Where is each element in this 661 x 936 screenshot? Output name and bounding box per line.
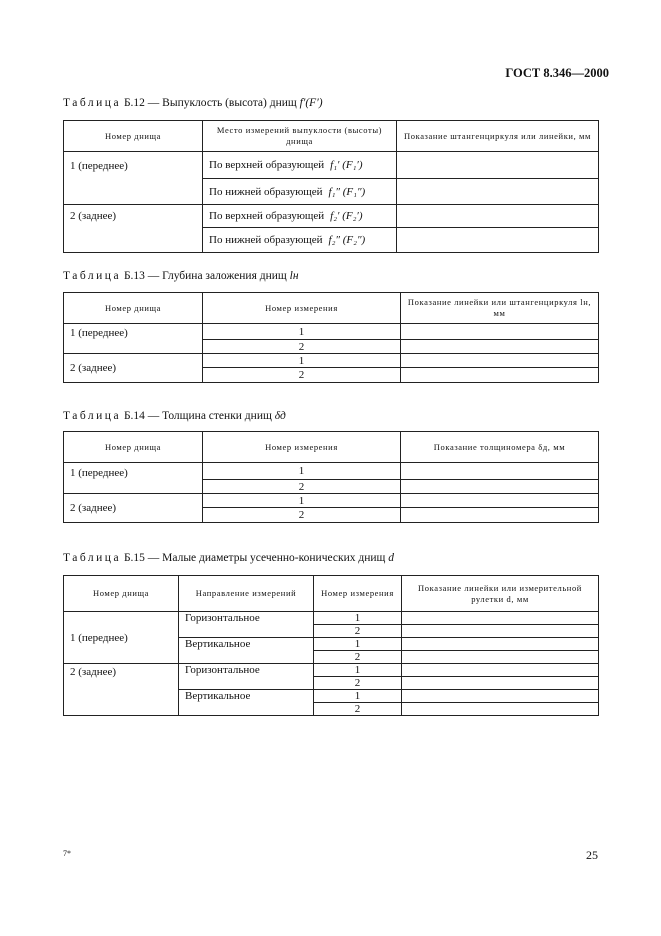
direction-label: Горизонтальное	[179, 664, 314, 690]
table-header-row	[64, 293, 599, 324]
table-b15-caption: Таблица Б.15 — Малые диаметры усеченно-конических днищ d	[63, 552, 394, 564]
page-number: 25	[586, 848, 598, 862]
table-row	[64, 494, 599, 508]
value-cell[interactable]	[397, 228, 599, 253]
document-id: ГОСТ 8.346—2000	[505, 66, 609, 80]
table-b14	[63, 431, 599, 523]
table-header-row	[64, 576, 599, 612]
place-cell: По верхней образующей f₁′ (F₁′)	[203, 152, 397, 179]
measure-number: 2	[314, 677, 402, 690]
col-header: Номер измерения	[314, 576, 402, 612]
table-b13-caption: Таблица Б.13 — Глубина заложения днищ lн	[63, 270, 299, 282]
value-cell[interactable]	[401, 340, 599, 354]
measure-number: 2	[314, 625, 402, 638]
col-header: Место измерений выпуклости (высоты) днища	[203, 121, 397, 152]
col-header: Номер измерения	[203, 432, 401, 463]
table-row	[64, 324, 599, 340]
value-cell[interactable]	[401, 480, 599, 494]
row-label: 1 (переднее)	[64, 324, 203, 354]
table-row	[64, 152, 599, 179]
table-b13	[63, 292, 599, 383]
measure-number: 1	[314, 664, 402, 677]
value-cell[interactable]	[401, 463, 599, 480]
direction-label: Вертикальное	[179, 638, 314, 664]
table-row	[64, 354, 599, 368]
place-cell: По верхней образующей f₂′ (F₂′)	[203, 205, 397, 228]
table-header-row	[64, 432, 599, 463]
table-row	[64, 463, 599, 480]
measure-number: 1	[203, 354, 401, 368]
col-header: Показание толщиномера δд, мм	[401, 432, 599, 463]
value-cell[interactable]	[402, 612, 599, 625]
col-header: Показание штангенциркуля или линейки, мм	[397, 121, 599, 152]
value-cell[interactable]	[397, 152, 599, 179]
measure-number: 2	[314, 703, 402, 716]
col-header: Направление измерений	[179, 576, 314, 612]
value-cell[interactable]	[402, 625, 599, 638]
value-cell[interactable]	[401, 368, 599, 383]
row-label: 2 (заднее)	[64, 205, 203, 253]
measure-number: 2	[203, 480, 401, 494]
value-cell[interactable]	[402, 664, 599, 677]
measure-number: 1	[314, 690, 402, 703]
measure-number: 2	[203, 508, 401, 523]
direction-label: Горизонтальное	[179, 612, 314, 638]
value-cell[interactable]	[401, 354, 599, 368]
value-cell[interactable]	[401, 508, 599, 523]
measure-number: 1	[314, 612, 402, 625]
value-cell[interactable]	[397, 179, 599, 205]
measure-number: 2	[314, 651, 402, 664]
row-label: 2 (заднее)	[64, 354, 203, 383]
value-cell[interactable]	[402, 638, 599, 651]
place-cell: По нижней образующей f₂″ (F₂″)	[203, 228, 397, 253]
measure-number: 1	[203, 463, 401, 480]
table-row	[64, 612, 599, 625]
table-b12	[63, 120, 599, 253]
col-header: Номер измерения	[203, 293, 401, 324]
table-b12-caption: Таблица Б.12 — Выпуклость (высота) днищ f′(F′)	[63, 97, 323, 109]
value-cell[interactable]	[402, 703, 599, 716]
value-cell[interactable]	[402, 677, 599, 690]
row-label: 1 (переднее)	[64, 612, 179, 664]
measure-number: 2	[203, 340, 401, 354]
row-label: 1 (переднее)	[64, 463, 203, 494]
table-b15	[63, 575, 599, 716]
table-b14-caption: Таблица Б.14 — Толщина стенки днищ δд	[63, 410, 286, 422]
table-row	[64, 664, 599, 677]
value-cell[interactable]	[401, 324, 599, 340]
value-cell[interactable]	[397, 205, 599, 228]
footer-mark: 7*	[63, 849, 71, 858]
measure-number: 1	[203, 324, 401, 340]
col-header: Номер днища	[64, 121, 203, 152]
place-cell: По нижней образующей f₁″ (F₁″)	[203, 179, 397, 205]
measure-number: 2	[203, 368, 401, 383]
table-row	[64, 205, 599, 228]
direction-label: Вертикальное	[179, 690, 314, 716]
value-cell[interactable]	[402, 651, 599, 664]
value-cell[interactable]	[402, 690, 599, 703]
col-header: Номер днища	[64, 293, 203, 324]
col-header: Номер днища	[64, 576, 179, 612]
row-label: 2 (заднее)	[64, 664, 179, 716]
row-label: 2 (заднее)	[64, 494, 203, 523]
col-header: Показание линейки или измерительной рулетки d, мм	[402, 576, 599, 612]
row-label: 1 (переднее)	[64, 152, 203, 205]
measure-number: 1	[203, 494, 401, 508]
table-header-row	[64, 121, 599, 152]
value-cell[interactable]	[401, 494, 599, 508]
col-header: Показание линейки или штангенциркуля lн, мм	[401, 293, 599, 324]
measure-number: 1	[314, 638, 402, 651]
col-header: Номер днища	[64, 432, 203, 463]
